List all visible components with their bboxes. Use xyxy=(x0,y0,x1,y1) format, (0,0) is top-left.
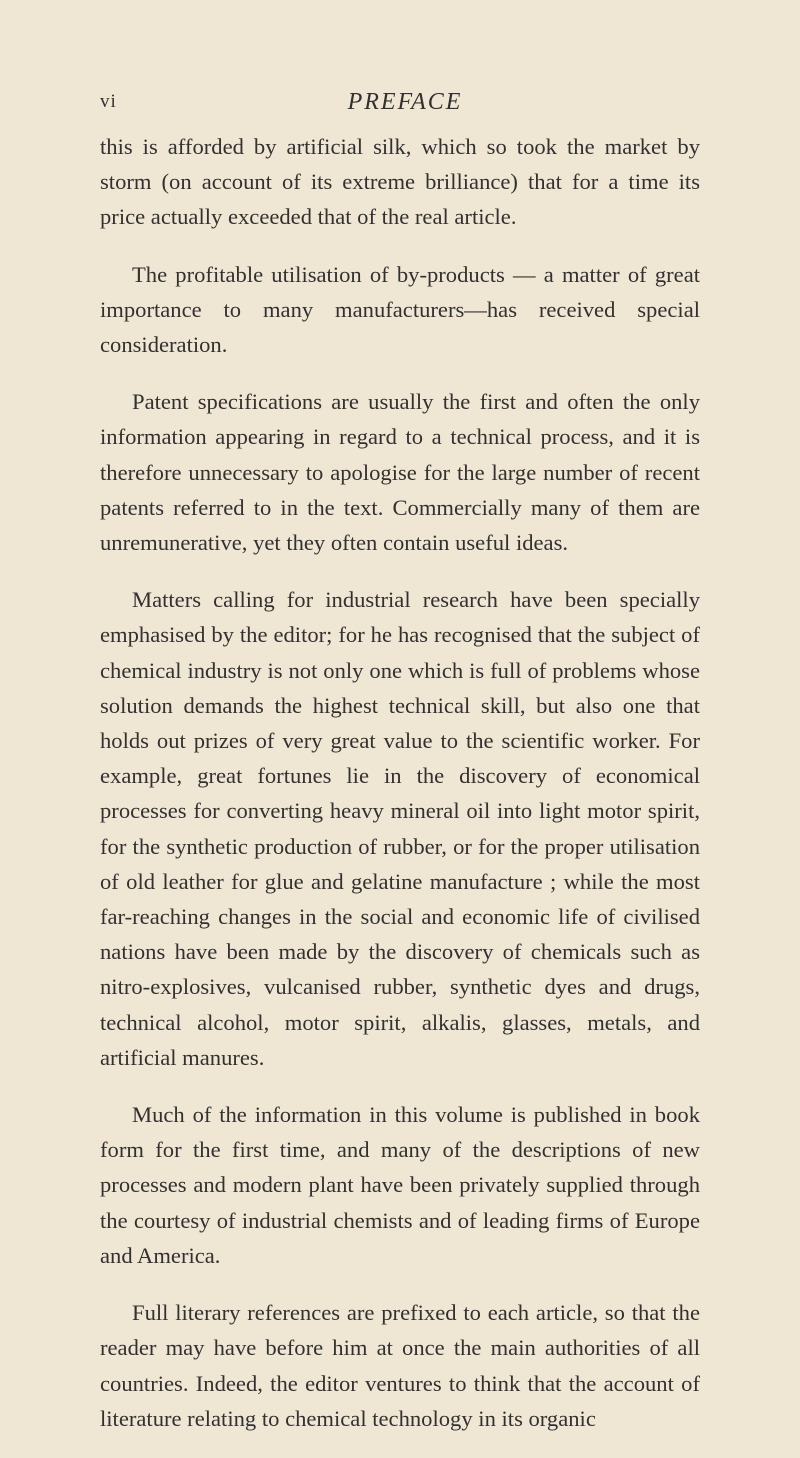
paragraph-patents: Patent specifications are usually the first and often the only information appearing in regard to a technical process, and it is therefore unnecessary to apologise for the large number of recent patents referred to in the text. Commercially many of them are unremunerative, yet they often contain useful ideas. xyxy=(100,389,700,556)
body-text xyxy=(100,129,700,1458)
paragraph-literary-references: Full literary references are prefixed to each article, so that the reader may have before him at once the main authorities of all countries. Indeed, the editor ventures to think that the account of literature relating to chemical technology in its organic xyxy=(100,1300,700,1431)
paragraph-continued: this is afforded by artificial silk, which so took the market by storm (on account of its extreme brilliance) that for a time its price actually exceeded that of the real article. xyxy=(100,134,700,230)
page-header xyxy=(100,91,710,121)
running-head: PREFACE xyxy=(347,89,463,115)
paragraph-information: Much of the information in this volume is published in book form for the first time, and many of the descriptions of new processes and modern plant have been privately supplied through the courtesy of industrial chemists and of leading firms of Europe and America. xyxy=(100,1102,700,1268)
paragraph-industrial-research: Matters calling for industrial research have been specially emphasised by the editor; for he has recognised that the subject of chemical industry is not only one which is full of problems whose solution demands the highest technical skill, but also one that holds out prizes of very great value to the scientific worker. For example, great fortunes lie in the discovery of economical processes for converting heavy mineral oil into light motor spirit, for the synthetic production of rubber, or for the proper utilisation of old leather for glue and gelatine manufacture ; while the most far-reaching changes in the social and economic life of civilised nations have been made by the discovery of chemicals such as nitro-explosives, vulcanised rubber, synthetic dyes and drugs, technical alcohol, motor spirit, alkalis, glasses, metals, and artificial manures. xyxy=(100,587,700,1070)
paragraph-by-products: The profitable utilisation of by-products — a matter of great importance to many manufacturers—has received special consideration. xyxy=(100,261,700,358)
page-number: vi xyxy=(100,91,117,112)
